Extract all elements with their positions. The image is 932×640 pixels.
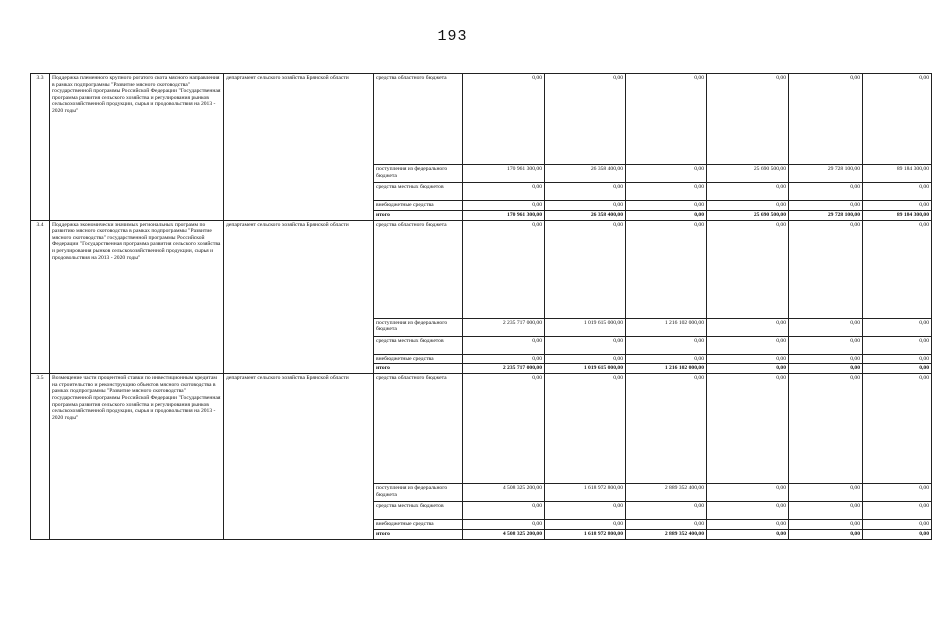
amount-cell: 0,00 xyxy=(863,364,932,374)
amount-cell: 0,00 xyxy=(463,74,545,165)
amount-cell: 170 961 300,00 xyxy=(463,210,545,220)
amount-cell: 0,00 xyxy=(863,354,932,364)
amount-cell: 4 508 325 200,00 xyxy=(463,529,545,539)
amount-cell: 1 019 615 000,00 xyxy=(545,364,626,374)
amount-cell: 0,00 xyxy=(707,74,789,165)
amount-cell: 0,00 xyxy=(626,165,707,183)
amount-cell: 26 358 400,00 xyxy=(545,210,626,220)
amount-cell: 0,00 xyxy=(789,183,863,201)
funding-source: итого xyxy=(374,210,463,220)
amount-cell: 0,00 xyxy=(463,374,545,484)
amount-cell: 0,00 xyxy=(707,354,789,364)
amount-cell: 0,00 xyxy=(463,220,545,318)
amount-cell: 0,00 xyxy=(707,520,789,530)
budget-table xyxy=(30,73,932,540)
amount-cell: 0,00 xyxy=(789,502,863,520)
amount-cell: 0,00 xyxy=(789,364,863,374)
amount-cell: 0,00 xyxy=(545,201,626,211)
amount-cell: 0,00 xyxy=(789,520,863,530)
executor: департамент сельского хозяйства Брянской области xyxy=(224,374,374,540)
amount-cell: 0,00 xyxy=(626,74,707,165)
amount-cell: 0,00 xyxy=(707,336,789,354)
amount-cell: 0,00 xyxy=(707,183,789,201)
amount-cell: 2 235 717 000,00 xyxy=(463,318,545,336)
amount-cell: 0,00 xyxy=(626,374,707,484)
amount-cell: 0,00 xyxy=(707,374,789,484)
measure-title: Поддержка племенного крупного рогатого скота мясного направления в рамках подпрограммы "Развитие мясного скотоводства" государственной программы Российской Федерации "Государственная программа развития сельского хозяйства и регулирования рынков сельскохозяйственной продукции, сырья и продовольствия на 2013 - 2020 годы" xyxy=(50,74,224,221)
amount-cell: 0,00 xyxy=(789,74,863,165)
amount-cell: 0,00 xyxy=(463,183,545,201)
funding-source: поступления из федерального бюджета xyxy=(374,318,463,336)
amount-cell: 0,00 xyxy=(863,74,932,165)
item-number: 3.5 xyxy=(31,374,50,540)
funding-source: средства местных бюджетов xyxy=(374,502,463,520)
table-row xyxy=(31,220,932,318)
amount-cell: 0,00 xyxy=(707,318,789,336)
amount-cell: 25 690 500,00 xyxy=(707,210,789,220)
amount-cell: 0,00 xyxy=(863,529,932,539)
table-row xyxy=(31,74,932,165)
amount-cell: 0,00 xyxy=(463,336,545,354)
amount-cell: 0,00 xyxy=(626,336,707,354)
amount-cell: 25 690 500,00 xyxy=(707,165,789,183)
amount-cell: 1 618 972 800,00 xyxy=(545,529,626,539)
amount-cell: 0,00 xyxy=(863,336,932,354)
amount-cell: 0,00 xyxy=(463,520,545,530)
funding-source: средства местных бюджетов xyxy=(374,183,463,201)
amount-cell: 0,00 xyxy=(626,210,707,220)
amount-cell: 0,00 xyxy=(789,374,863,484)
funding-source: средства областного бюджета xyxy=(374,220,463,318)
amount-cell: 0,00 xyxy=(707,220,789,318)
amount-cell: 1 216 102 000,00 xyxy=(626,364,707,374)
amount-cell: 0,00 xyxy=(863,183,932,201)
amount-cell: 4 508 325 200,00 xyxy=(463,484,545,502)
page-number: 193 xyxy=(437,28,468,45)
amount-cell: 0,00 xyxy=(545,220,626,318)
amount-cell: 89 184 300,00 xyxy=(863,210,932,220)
amount-cell: 0,00 xyxy=(789,220,863,318)
amount-cell: 0,00 xyxy=(463,354,545,364)
amount-cell: 0,00 xyxy=(707,201,789,211)
amount-cell: 0,00 xyxy=(545,502,626,520)
funding-source: поступления из федерального бюджета xyxy=(374,484,463,502)
budget-table-body xyxy=(31,74,932,540)
funding-source: внебюджетные средства xyxy=(374,520,463,530)
amount-cell: 0,00 xyxy=(545,336,626,354)
amount-cell: 29 728 100,00 xyxy=(789,165,863,183)
amount-cell: 0,00 xyxy=(545,183,626,201)
amount-cell: 0,00 xyxy=(626,502,707,520)
amount-cell: 0,00 xyxy=(463,502,545,520)
amount-cell: 0,00 xyxy=(626,520,707,530)
funding-source: средства областного бюджета xyxy=(374,374,463,484)
amount-cell: 0,00 xyxy=(863,484,932,502)
amount-cell: 0,00 xyxy=(545,74,626,165)
funding-source: итого xyxy=(374,364,463,374)
amount-cell: 0,00 xyxy=(626,183,707,201)
funding-source: средства местных бюджетов xyxy=(374,336,463,354)
amount-cell: 2 889 352 400,00 xyxy=(626,529,707,539)
amount-cell: 1 216 102 000,00 xyxy=(626,318,707,336)
amount-cell: 0,00 xyxy=(789,201,863,211)
amount-cell: 2 889 352 400,00 xyxy=(626,484,707,502)
amount-cell: 0,00 xyxy=(789,529,863,539)
amount-cell: 0,00 xyxy=(545,354,626,364)
executor: департамент сельского хозяйства Брянской области xyxy=(224,74,374,221)
amount-cell: 2 235 717 000,00 xyxy=(463,364,545,374)
amount-cell: 170 961 300,00 xyxy=(463,165,545,183)
table-row xyxy=(31,374,932,484)
amount-cell: 0,00 xyxy=(707,484,789,502)
amount-cell: 0,00 xyxy=(707,364,789,374)
amount-cell: 29 728 100,00 xyxy=(789,210,863,220)
amount-cell: 0,00 xyxy=(463,201,545,211)
amount-cell: 0,00 xyxy=(863,318,932,336)
amount-cell: 0,00 xyxy=(789,336,863,354)
amount-cell: 0,00 xyxy=(789,354,863,364)
amount-cell: 0,00 xyxy=(626,354,707,364)
funding-source: внебюджетные средства xyxy=(374,354,463,364)
amount-cell: 1 618 972 800,00 xyxy=(545,484,626,502)
executor: департамент сельского хозяйства Брянской области xyxy=(224,220,374,374)
funding-source: средства областного бюджета xyxy=(374,74,463,165)
funding-source: поступления из федерального бюджета xyxy=(374,165,463,183)
amount-cell: 0,00 xyxy=(863,374,932,484)
amount-cell: 1 019 615 000,00 xyxy=(545,318,626,336)
amount-cell: 0,00 xyxy=(863,520,932,530)
amount-cell: 0,00 xyxy=(863,502,932,520)
amount-cell: 0,00 xyxy=(545,374,626,484)
amount-cell: 26 358 400,00 xyxy=(545,165,626,183)
amount-cell: 89 184 300,00 xyxy=(863,165,932,183)
amount-cell: 0,00 xyxy=(789,318,863,336)
funding-source: внебюджетные средства xyxy=(374,201,463,211)
funding-source: итого xyxy=(374,529,463,539)
amount-cell: 0,00 xyxy=(863,220,932,318)
amount-cell: 0,00 xyxy=(545,520,626,530)
amount-cell: 0,00 xyxy=(789,484,863,502)
measure-title: Поддержка экономически значимых региональных программ по развитию мясного скотоводства в рамках подпрограммы "Развитие мясного скотоводства" государственной программы Российской Федерации "Государственная программа развития сельского хозяйства и регулирования рынков сельскохозяйственной продукции, сырья и продовольствия на 2013 - 2020 годы" xyxy=(50,220,224,374)
amount-cell: 0,00 xyxy=(626,220,707,318)
measure-title: Возмещение части процентной ставки по инвестиционным кредитам на строительство и реконструкцию объектов мясного скотоводства в рамках подпрограммы "Развитие мясного скотоводства" государственной программы Российской Федерации "Государственная программа развития сельского хозяйства и регулирования рынков сельскохозяйственной продукции, сырья и продовольствия на 2013 - 2020 годы" xyxy=(50,374,224,540)
amount-cell: 0,00 xyxy=(707,529,789,539)
amount-cell: 0,00 xyxy=(707,502,789,520)
amount-cell: 0,00 xyxy=(626,201,707,211)
item-number: 3.3 xyxy=(31,74,50,221)
amount-cell: 0,00 xyxy=(863,201,932,211)
item-number: 3.4 xyxy=(31,220,50,374)
